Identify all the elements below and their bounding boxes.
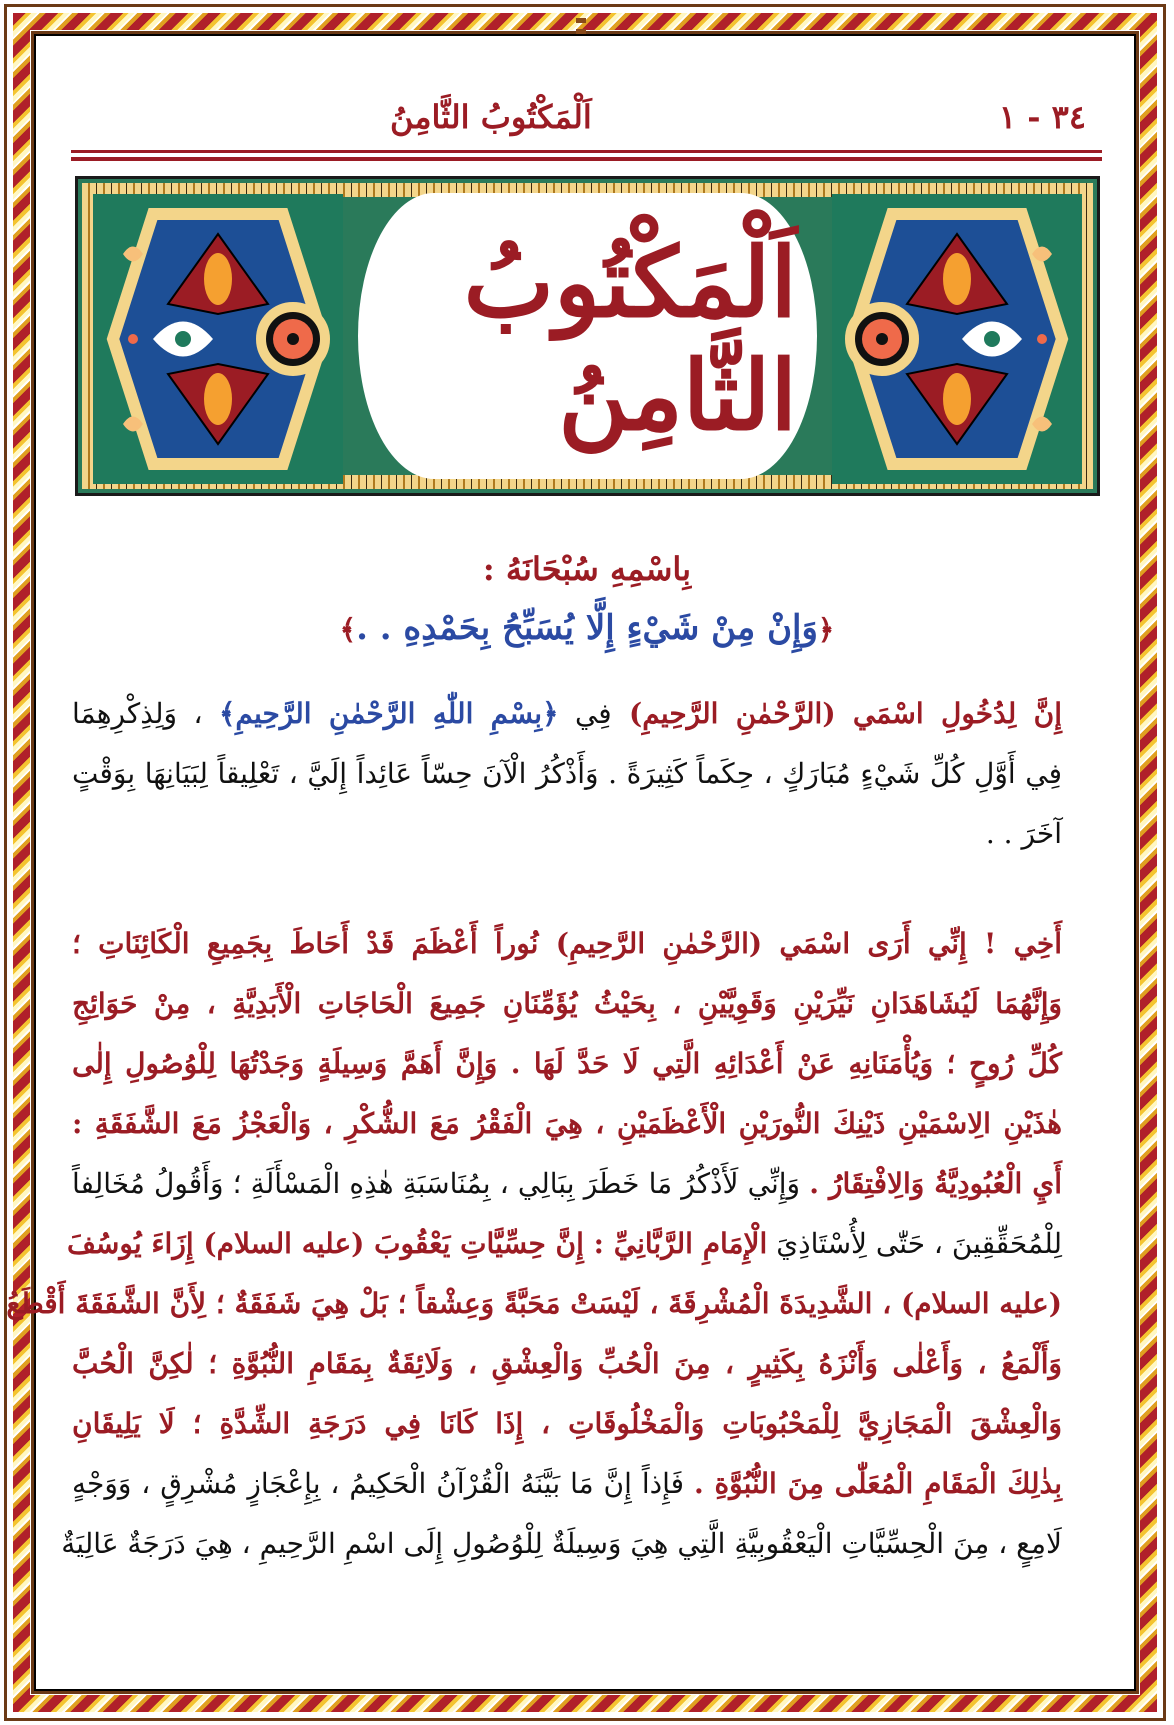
arabesque-ornament-left (93, 194, 343, 484)
ornamental-title-box (75, 176, 1100, 496)
border-tab-top-inner (576, 29, 586, 34)
text-segment: فِي (558, 697, 612, 730)
text-segment-red: وَإِنَّهُمَا لَيُشَاهَدَانِ نَيِّرَيْنِ وَقَوِيَّيْنِ ، بِحَيْثُ يُؤَمِّنَانِ جَمِيعَ الْحَاجَاتِ الْأَبَدِيَّةِ ، مِنْ حَوَائِجِ (72, 987, 1062, 1020)
text-segment: لِلْمُحَقِّقِينَ ، حَتّٰى لِأُسْتَاذِيَ (767, 1227, 1062, 1260)
running-header (70, 92, 1104, 142)
text-line (72, 1454, 1102, 1514)
text-segment-red: أَخِي ! إِنِّي أَرَى اسْمَي (الرَّحْمٰنِ الرَّحِيمِ) نُوراً أَعْظَمَ قَدْ أَحَاطَ بِجَمِيعِ الْكَائِنَاتِ ؛ (72, 927, 1062, 960)
paragraph-1 (72, 684, 1102, 864)
paragraph-2 (6, 914, 1102, 1574)
header-rule-bottom (71, 157, 1102, 161)
text-segment-red: (عليه السلام) ، الشَّدِيدَةَ الْمُشْرِقَةَ ، لَيْسَتْ مَحَبَّةً وَعِشْقاً ؛ بَلْ هِيَ شَفَقَةٌ ؛ لِأَنَّ الشَّفَقَةَ أَقْطَعُ (6, 1287, 1062, 1320)
text-line (72, 1154, 1102, 1214)
text-segment: لَامِعٍ ، مِنَ الْحِسِّيَّاتِ الْيَعْقُوبِيَّةِ الَّتِي هِيَ وَسِيلَةٌ لِلْوُصُولِ إِلَى اسْمِ الرَّحِيمِ ، هِيَ دَرَجَةٌ عَالِيَةٌ (61, 1527, 1062, 1560)
text-segment-red: أَيِ الْعُبُودِيَّةُ وَالِافْتِقَارُ . (809, 1167, 1062, 1200)
text-segment: فَإِذاً إِنَّ مَا بَيَّنَهُ الْقُرْآنُ الْحَكِيمُ ، بِإِعْجَازٍ مُشْرِقٍ ، وَوَجْهٍ (72, 1467, 694, 1500)
text-segment: وَإِنِّي لَأَذْكُرُ مَا خَطَرَ بِبَالِي ، بِمُنَاسَبَةِ هٰذِهِ الْمَسْأَلَةِ ؛ وَأَقُولُ مُخَالِفاً (72, 1167, 810, 1200)
text-line (72, 1394, 1102, 1454)
text-line: آخَرَ . . (985, 817, 1062, 850)
arabesque-ornament-right (832, 194, 1082, 484)
text-line: فِي أَوَّلِ كُلِّ شَيْءٍ مُبَارَكٍ ، حِكَماً كَثِيرَةً . وَأَذْكُرُ الْآنَ حِسّاً عَائِداً إِلَيَّ ، تَعْلِيقاً لِبَيَانِهَا بِوَقْتٍ (72, 757, 1062, 790)
text-segment-red: وَأَلْمَعُ ، وَأَعْلٰى وَأَنْزَهُ بِكَثِيرٍ ، مِنَ الْحُبِّ وَالْعِشْقِ ، وَلَائِقَةٌ بِمَقَامِ النُّبُوَّةِ ؛ لٰكِنَّ الْحُبَّ (72, 1347, 1062, 1380)
text-line (72, 1034, 1102, 1094)
text-line (72, 684, 1102, 744)
text-line (72, 914, 1102, 974)
verse-text: وَإِنْ مِنْ شَيْءٍ إِلَّا يُسَبِّحُ بِحَمْدِهِ . . (356, 608, 818, 648)
text-segment-red: وَالْعِشْقَ الْمَجَازِيَّ لِلْمَحْبُوبَاتِ وَالْمَخْلُوقَاتِ ، إِذَا كَانَا فِي دَرَجَةِ الشِّدَّةِ ؛ لَا يَلِيقَانِ (72, 1407, 1062, 1440)
text-segment: ، وَلِذِكْرِهِمَا (72, 697, 219, 730)
text-line (72, 974, 1102, 1034)
quran-verse (0, 608, 1174, 648)
running-title: اَلْمَكْتُوبُ الثَّامِنُ (390, 98, 592, 136)
text-segment-red: بِذٰلِكَ الْمَقَامِ الْمُعَلّٰى مِنَ النُّبُوَّةِ . (693, 1467, 1062, 1500)
verse-ornament-open-icon: ﴿ (817, 613, 835, 646)
page-number: ٣٤ - ١ (998, 98, 1086, 136)
text-line (61, 1514, 1102, 1574)
invocation: بِاسْمِهِ سُبْحَانَهُ : (482, 550, 692, 588)
basmala-quote: ﴿بِسْمِ اللّٰهِ الرَّحْمٰنِ الرَّحِيمِ﴾ (219, 697, 559, 730)
text-line (66, 1214, 1102, 1274)
text-segment-red: الْإِمَامِ الرَّبَّانِيِّ : إِنَّ حِسِّيَّاتِ يَعْقُوبَ (عليه السلام) إِزَاءَ يُوسُفَ (66, 1227, 768, 1260)
text-line (72, 1094, 1102, 1154)
text-segment-red: إِنَّ لِدُخُولِ اسْمَي (الرَّحْمٰنِ الرَّحِيمِ) (611, 697, 1062, 730)
text-line (6, 1274, 1102, 1334)
text-segment-red: كُلِّ رُوحٍ ؛ وَيُأْمَنَانِهِ عَنْ أَعْدَائِهِ الَّتِي لَا حَدَّ لَهَا . وَإِنَّ أَهَمَّ وَسِيلَةٍ وَجَدْتُهَا لِلْوُصُولِ إِلٰى (72, 1047, 1062, 1080)
text-line (72, 1334, 1102, 1394)
header-rule-top (71, 150, 1102, 153)
chapter-title: اَلْمَكْتُوبُ الثَّامِنُ (463, 226, 797, 452)
verse-ornament-close-icon: ﴾ (339, 613, 357, 646)
border-tab-top (576, 18, 586, 23)
text-segment-red: هٰذَيْنِ الِاسْمَيْنِ ذَيْنِكَ النُّورَيْنِ الْأَعْظَمَيْنِ ، هِيَ الْفَقْرُ مَعَ الشُّكْرِ ، وَالْعَجْزُ مَعَ الشَّفَقَةِ : (72, 1107, 1062, 1140)
